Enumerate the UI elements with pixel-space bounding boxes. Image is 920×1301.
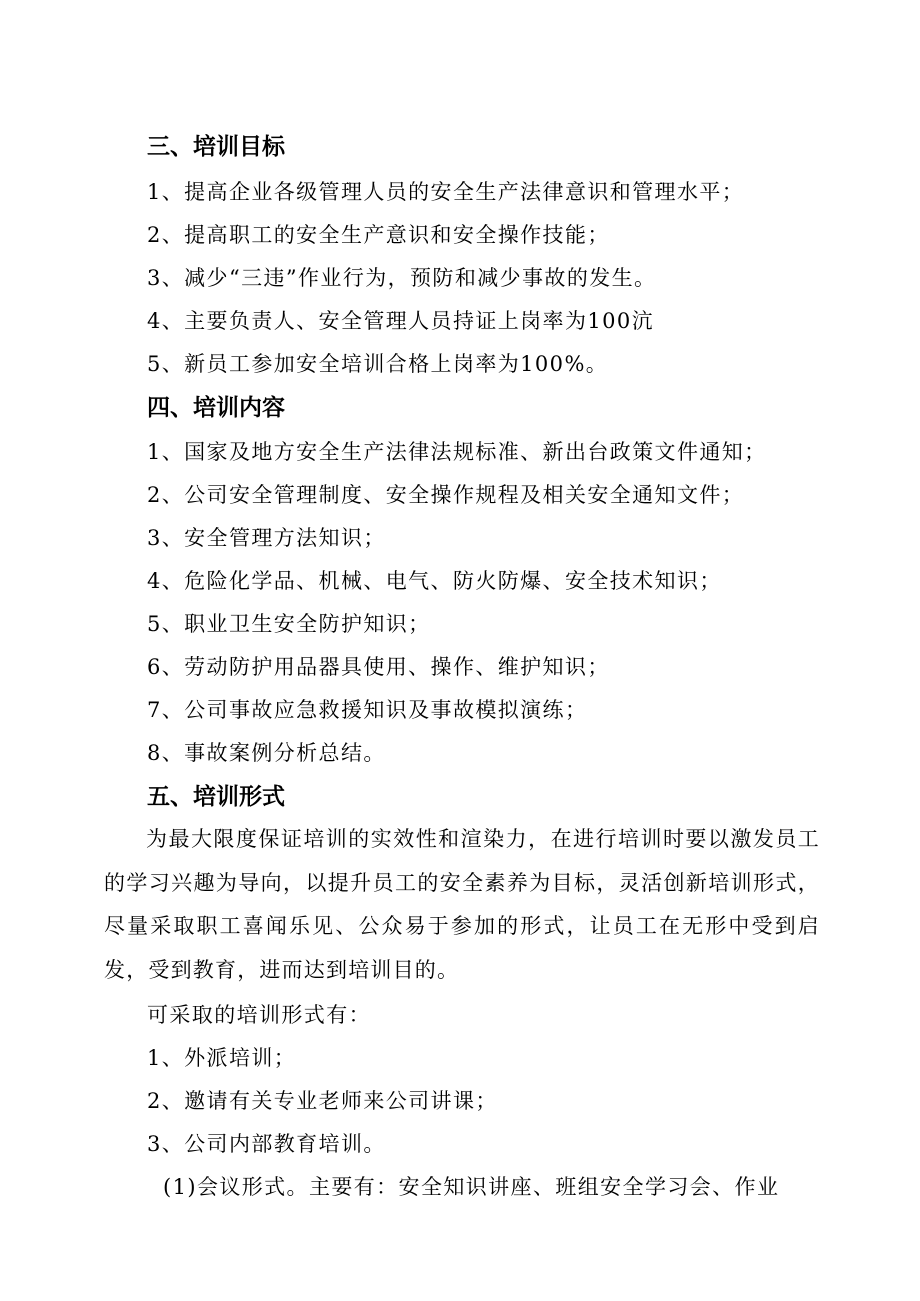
content-item-1: 1、国家及地方安全生产法律法规标准、新出台政策文件通知；: [147, 440, 767, 464]
content-item-6: 6、劳动防护用品器具使用、操作、维护知识；: [147, 655, 610, 679]
goal-item-5: 5、新员工参加安全培训合格上岗率为100%。: [147, 352, 609, 376]
form-item-2: 2、邀请有关专业老师来公司讲课；: [147, 1089, 498, 1113]
form-item-1: 1、外派培训；: [147, 1046, 297, 1070]
content-item-5: 5、职业卫生安全防护知识；: [147, 612, 431, 636]
training-forms-paragraph: 为最大限度保证培训的实效性和渲染力，在进行培训时要以激发员工的学习兴趣为导向，以提升员工的安全素养为目标，灵活创新培训形式，尽量采取职工喜闻乐见、公众易于参加的形式，让员工在无形中受到启发，受到教育，进而达到培训目的。: [104, 827, 820, 982]
goal-item-4: 4、主要负责人、安全管理人员持证上岗率为100沆: [147, 309, 655, 333]
goal-item-3: 3、减少“三违”作业行为，预防和减少事故的发生。: [147, 266, 657, 290]
goal-item-2: 2、提高职工的安全生产意识和安全操作技能；: [147, 223, 610, 247]
content-item-3: 3、安全管理方法知识；: [147, 526, 386, 550]
section-heading-training-goals: 三、培训目标: [147, 134, 285, 160]
content-item-4: 4、危险化学品、机械、电气、防火防爆、安全技术知识；: [147, 569, 722, 593]
form-item-3: 3、公司内部教育培训。: [147, 1132, 386, 1156]
content-item-8: 8、事故案例分析总结。: [147, 741, 386, 765]
content-item-7: 7、公司事故应急救援知识及事故模拟演练；: [147, 698, 588, 722]
section-heading-training-forms: 五、培训形式: [147, 784, 285, 810]
section-heading-training-content: 四、培训内容: [147, 395, 285, 421]
goal-item-1: 1、提高企业各级管理人员的安全生产法律意识和管理水平；: [147, 180, 745, 204]
content-item-2: 2、公司安全管理制度、安全操作规程及相关安全通知文件；: [147, 483, 745, 507]
form-sub-item-1: (1)会议形式。主要有：安全知识讲座、班组安全学习会、作业: [163, 1175, 780, 1199]
training-forms-intro: 可采取的培训形式有：: [147, 1003, 371, 1027]
